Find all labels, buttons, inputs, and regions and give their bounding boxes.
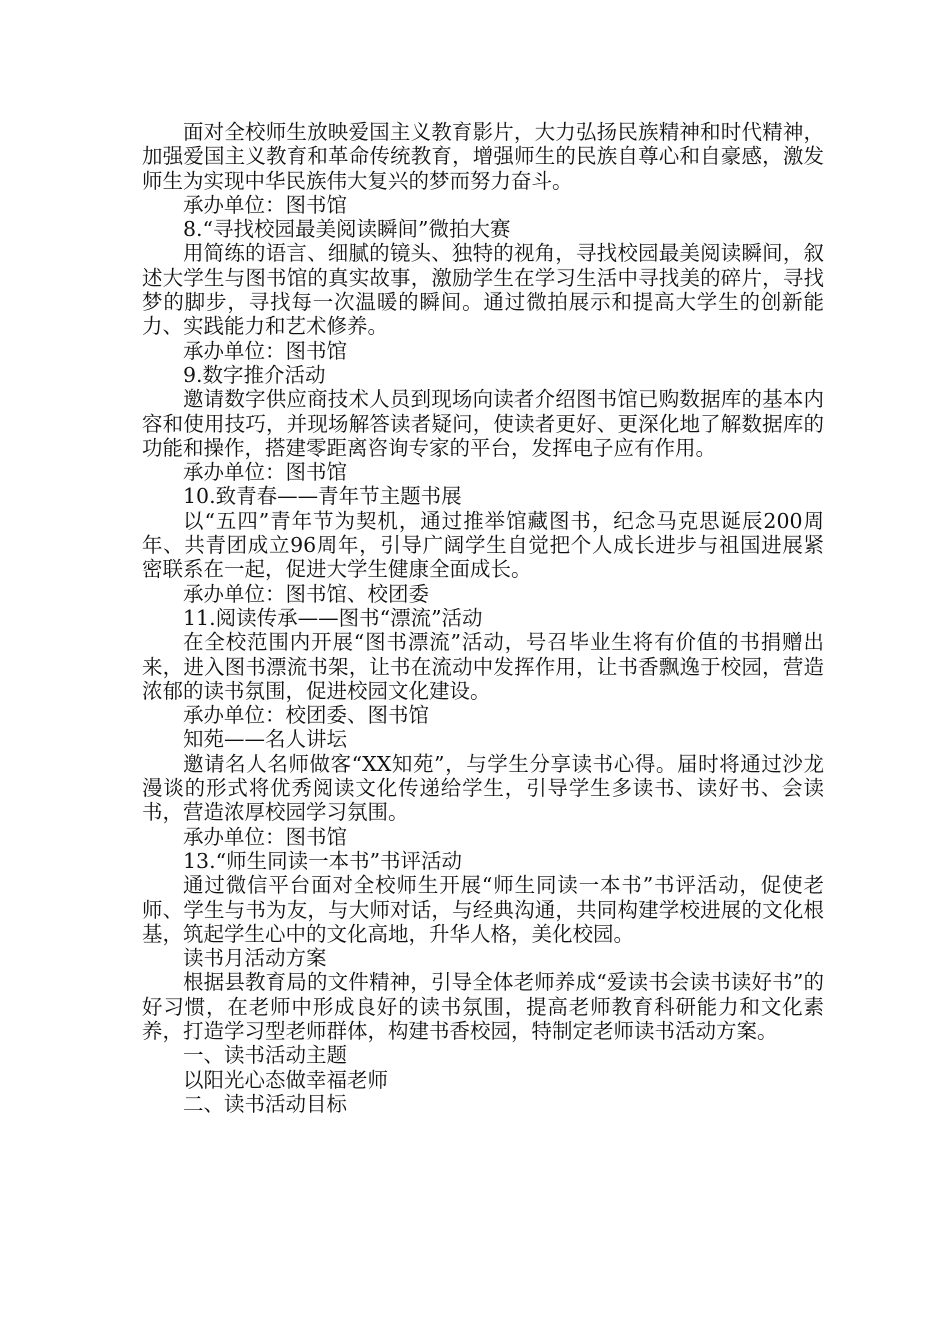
section-heading: 知苑——名人讲坛: [183, 727, 347, 752]
section-heading: 10.致青春——青年节主题书展: [183, 484, 462, 509]
paragraph: 邀请名人名师做客“XX知苑”，与学生分享读书心得。届时将通过沙龙漫谈的形式将优秀阅读文化传递给学生，引导学生多读书、读好书、会读书，营造浓厚校园学习氛围。: [142, 751, 824, 825]
paragraph: 邀请数字供应商技术人员到现场向读者介绍图书馆已购数据库的基本内容和使用技巧，并现场解答读者疑问，使读者更好、更深化地了解数据库的功能和操作，搭建零距离咨询专家的平台，发挥电子应有作用。: [142, 387, 824, 460]
organizer-line: 承办单位：图书馆、校团委: [183, 581, 429, 606]
paragraph: 在全校范围内开展“图书漂流”活动，号召毕业生将有价值的书捐赠出来，进入图书漂流书架，让书在流动中发挥作用，让书香飘逸于校园，营造浓郁的读书氛围，促进校园文化建设。: [142, 630, 824, 703]
organizer-line: 承办单位：图书馆: [183, 460, 347, 485]
section-heading: 11.阅读传承——图书“漂流”活动: [183, 605, 483, 630]
paragraph: 根据县教育局的文件精神，引导全体老师养成“爱读书会读书读好书”的好习惯，在老师中形成良好的读书氛围，提高老师教育科研能力和文化素养，打造学习型老师群体，构建书香校园，特制定老师读书活动方案。: [142, 970, 824, 1043]
organizer-line: 承办单位：图书馆: [183, 192, 347, 217]
paragraph: 以“五四”青年节为契机，通过推举馆藏图书，纪念马克思诞辰200周年、共青团成立96周年，引导广阔学生自觉把个人成长进步与祖国进展紧密联系在一起，促进大学生健康全面成长。: [142, 508, 824, 582]
section-heading: 一、读书活动主题: [183, 1043, 347, 1068]
document-body: [142, 120, 824, 1116]
section-heading: 9.数字推介活动: [183, 362, 326, 387]
paragraph: 通过微信平台面对全校师生开展“师生同读一本书”书评活动，促使老师、学生与书为友，与大师对话，与经典沟通，共同构建学校进展的文化根基，筑起学生心中的文化高地，升华人格，美化校园。: [142, 873, 824, 946]
section-heading: 8.“寻找校园最美阅读瞬间”微拍大赛: [183, 217, 511, 242]
organizer-line: 承办单位：图书馆: [183, 338, 347, 363]
section-heading: 13.“师生同读一本书”书评活动: [183, 848, 463, 873]
paragraph: 以阳光心态做幸福老师: [183, 1067, 388, 1092]
section-heading: 二、读书活动目标: [183, 1091, 347, 1116]
paragraph: 用简练的语言、细腻的镜头、独特的视角，寻找校园最美阅读瞬间，叙述大学生与图书馆的真实故事，激励学生在学习生活中寻找美的碎片，寻找梦的脚步，寻找每一次温暖的瞬间。通过微拍展示和提高大学生的创新能力、实践能力和艺术修养。: [142, 241, 824, 339]
document-title: 读书月活动方案: [183, 946, 327, 971]
organizer-line: 承办单位：校团委、图书馆: [183, 703, 429, 728]
paragraph: 面对全校师生放映爱国主义教育影片，大力弘扬民族精神和时代精神，加强爱国主义教育和革命传统教育，增强师生的民族自尊心和自豪感，激发师生为实现中华民族伟大复兴的梦而努力奋斗。: [142, 120, 824, 193]
organizer-line: 承办单位：图书馆: [183, 824, 347, 849]
